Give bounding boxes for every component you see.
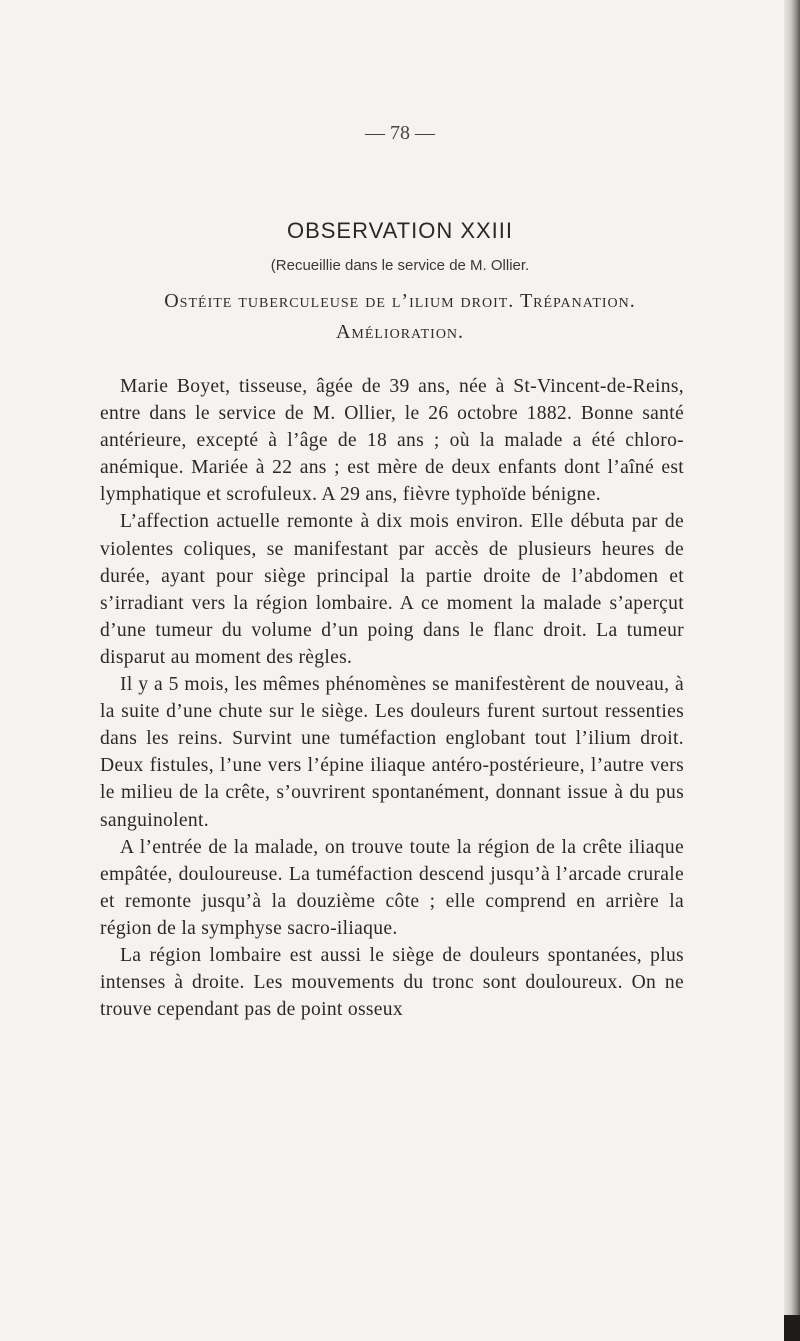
paragraph-4: A l’entrée de la malade, on trouve toute la région de la crête iliaque empâtée, douloureuse. La tuméfaction descend jusqu’à l’arcade crurale et remonte jusqu’à la douzième côte ; elle comprend en arrière la région de la symphyse sacro-iliaque. bbox=[100, 836, 684, 939]
paragraph-2: L’affection actuelle remonte à dix mois environ. Elle débuta par de violentes coliques, se manifestant par accès de plusieurs heures de durée, ayant pour siège principal la partie droite de l’abdomen et s’irradiant vers la région lombaire. A ce moment la malade s’aperçut d’une tumeur du volume d’un poing dans le flanc droit. La tumeur disparut au moment des règles. bbox=[100, 511, 684, 668]
observation-title: OBSERVATION XXIII bbox=[286, 218, 514, 243]
case-heading-line-1: Ostéite tuberculeuse de l’ilium droit. Trépanation. bbox=[164, 290, 636, 312]
paragraph-5: La région lombaire est aussi le siège de douleurs spontanées, plus intenses à droite. Les mouvements du tronc sont douloureux. On ne trouve cependant pas de point osseux bbox=[100, 944, 684, 1021]
page-edge-shadow bbox=[784, 0, 800, 1341]
case-heading-line-2: Amélioration. bbox=[335, 321, 465, 343]
paragraph-1: Marie Boyet, tisseuse, âgée de 39 ans, née à St-Vincent-de-Reins, entre dans le service de M. Ollier, le 26 octobre 1882. Bonne santé antérieure, excepté à l’âge de 18 ans ; où la malade a été chloro-anémique. Mariée à 22 ans ; est mère de deux enfants dont l’aîné est lymphatique et scrofuleux. A 29 ans, fièvre typhoïde bénigne. bbox=[100, 376, 684, 506]
body-text bbox=[100, 373, 684, 1023]
paragraph-3: Il y a 5 mois, les mêmes phénomènes se manifestèrent de nouveau, à la suite d’une chute sur le siège. Les douleurs furent surtout ressenties dans les reins. Survint une tuméfaction englobant tout l’ilium droit. Deux fistules, l’une vers l’épine iliaque antéro-postérieure, l’autre vers le milieu de la crête, s’ouvrirent spontanément, donnant issue à du pus sanguinolent. bbox=[100, 674, 684, 831]
page-corner-dark bbox=[784, 1315, 800, 1341]
page-number: — 78 — bbox=[365, 122, 435, 144]
source-note: (Recueillie dans le service de M. Ollier. bbox=[270, 257, 530, 274]
